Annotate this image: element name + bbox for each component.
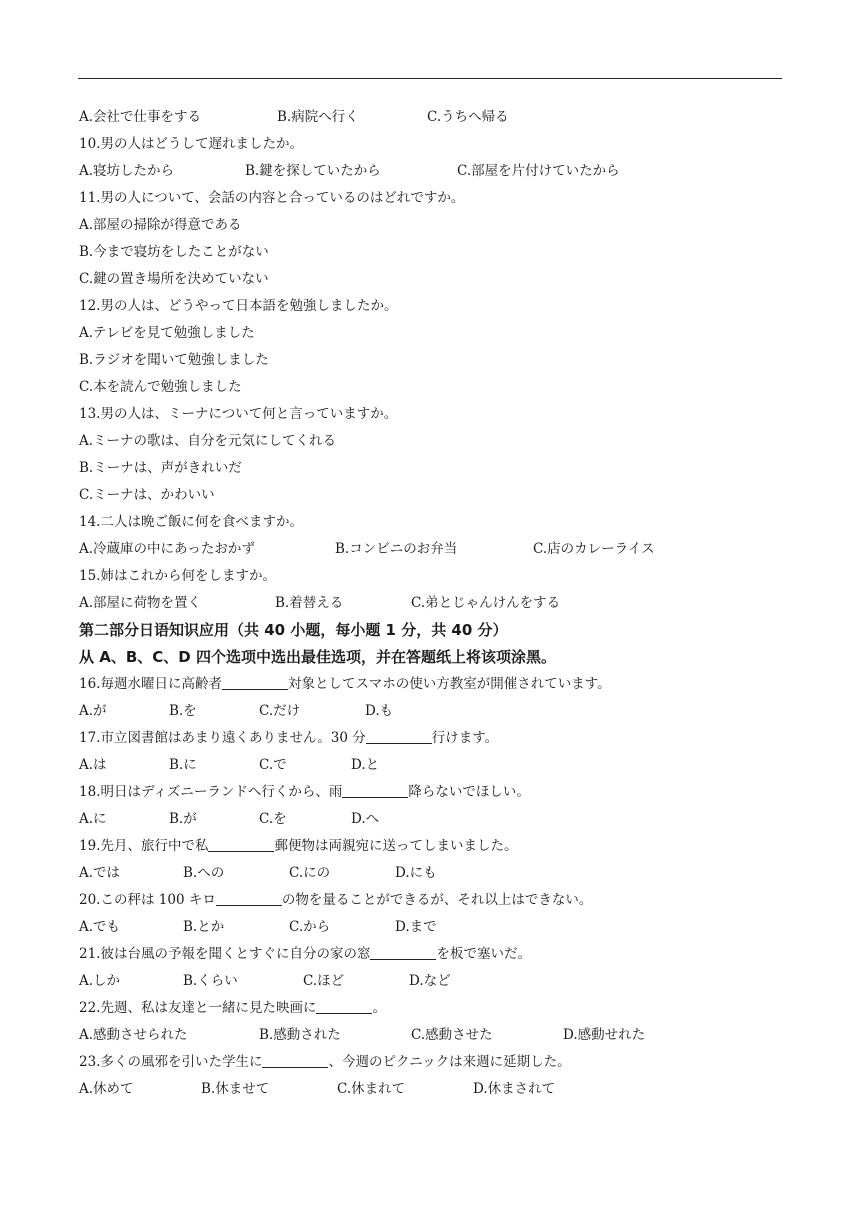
q20-option-b: B.とか <box>183 919 225 935</box>
q20-blank <box>216 890 282 906</box>
q19-option-d: D.にも <box>395 865 437 881</box>
q16-option-b: B.を <box>169 703 197 719</box>
q14-question: 14.二人は晩ご飯に何を食べますか。 <box>79 514 303 530</box>
q19-question <box>79 833 779 860</box>
q12-option-a: A.テレビを見て勉強しました <box>79 325 255 341</box>
q18-options <box>79 806 779 833</box>
q17-option-c: C.で <box>259 757 287 773</box>
q16-options <box>79 698 779 725</box>
q23-question <box>79 1049 779 1076</box>
section2-title: 第二部分日语知识应用（共 40 小题，每小题 1 分，共 40 分） <box>79 621 508 639</box>
q13-option-b: B.ミーナは、声がきれいだ <box>79 460 242 476</box>
q10-option-a: A.寝坊したから <box>79 163 175 179</box>
q18-option-d: D.へ <box>351 811 380 827</box>
q15-option-b: B.着替える <box>275 595 344 611</box>
q12-option-c: C.本を読んで勉強しました <box>79 379 242 395</box>
q15-question: 15.姉はこれから何をしますか。 <box>79 568 276 584</box>
q22-blank <box>316 998 372 1014</box>
q23-option-a: A.休めて <box>79 1081 134 1097</box>
q21-blank <box>370 944 436 960</box>
q19-blank <box>208 836 274 852</box>
q14-option-a: A.冷蔵庫の中にあったおかず <box>79 541 255 557</box>
q11-option-c: C.鍵の置き場所を決めていない <box>79 271 269 287</box>
q19-option-b: B.への <box>183 865 225 881</box>
q16-text-before: 16.毎週水曜日に高齢者 <box>79 676 222 692</box>
q20-question <box>79 887 779 914</box>
q17-option-a: A.は <box>79 757 107 773</box>
q22-question <box>79 995 779 1022</box>
q18-text-before: 18.明日はディズニーランドへ行くから、雨 <box>79 784 343 800</box>
q17-question <box>79 725 779 752</box>
q13-question: 13.男の人は、ミーナについて何と言っていますか。 <box>79 406 398 422</box>
q9-option-c: C.うちへ帰る <box>427 109 509 125</box>
section2-instruction: 从 A、B、C、D 四个选项中选出最佳选项，并在答题纸上将该项涂黑。 <box>79 648 556 666</box>
q16-blank <box>222 674 288 690</box>
q18-option-b: B.が <box>169 811 197 827</box>
q18-option-c: C.を <box>259 811 287 827</box>
header-rule <box>78 78 782 79</box>
q18-question <box>79 779 779 806</box>
q19-options <box>79 860 779 887</box>
q21-option-a: A.しか <box>79 973 121 989</box>
q23-text-after: 、今週のピクニックは来週に延期した。 <box>328 1054 571 1070</box>
q19-option-a: A.では <box>79 865 121 881</box>
q21-option-c: C.ほど <box>303 973 345 989</box>
q23-options <box>79 1076 779 1103</box>
q20-option-a: A.でも <box>79 919 121 935</box>
q20-option-d: D.まで <box>395 919 437 935</box>
q23-text-before: 23.多くの風邪を引いた学生に <box>79 1054 263 1070</box>
q16-option-a: A.が <box>79 703 107 719</box>
q22-option-c: C.感動させた <box>411 1027 493 1043</box>
q22-options <box>79 1022 779 1049</box>
q11-option-b: B.今まで寝坊をしたことがない <box>79 244 269 260</box>
q9-option-b: B.病院へ行く <box>277 109 359 125</box>
q10-option-c: C.部屋を片付けていたから <box>457 163 620 179</box>
q22-option-b: B.感動された <box>259 1027 341 1043</box>
q16-question <box>79 671 779 698</box>
q17-blank <box>366 728 432 744</box>
q11-option-a: A.部屋の掃除が得意である <box>79 217 242 233</box>
q10-options <box>79 158 779 185</box>
q21-question <box>79 941 779 968</box>
q17-text-after: 行けます。 <box>431 730 499 746</box>
q13-option-c: C.ミーナは、かわいい <box>79 487 215 503</box>
q17-option-d: D.と <box>351 757 380 773</box>
q12-question: 12.男の人は、どうやって日本語を勉強しましたか。 <box>79 298 398 314</box>
q23-option-b: B.休ませて <box>201 1081 270 1097</box>
q16-text-after: 対象としてスマホの使い方教室が開催されています。 <box>287 676 611 692</box>
q16-option-c: C.だけ <box>259 703 301 719</box>
q20-option-c: C.から <box>289 919 331 935</box>
q20-options <box>79 914 779 941</box>
exam-content <box>79 104 779 1103</box>
q15-option-c: C.弟とじゃんけんをする <box>411 595 561 611</box>
q14-option-b: B.コンビニのお弁当 <box>335 541 458 557</box>
q20-text-before: 20.この秤は 100 キロ <box>79 892 216 908</box>
q21-text-before: 21.彼は台風の予報を聞くとすぐに自分の家の窓 <box>79 946 371 962</box>
q18-text-after: 降らないでほしい。 <box>408 784 530 800</box>
q19-option-c: C.にの <box>289 865 331 881</box>
q16-option-d: D.も <box>365 703 394 719</box>
q21-option-b: B.くらい <box>183 973 238 989</box>
q22-option-a: A.感動させられた <box>79 1027 188 1043</box>
q23-option-d: D.休まされて <box>473 1081 556 1097</box>
q17-text-before: 17.市立図書館はあまり遠くありません。30 分 <box>79 730 366 746</box>
q21-options <box>79 968 779 995</box>
q23-option-c: C.休まれて <box>337 1081 406 1097</box>
q19-text-before: 19.先月、旅行中で私 <box>79 838 209 854</box>
q22-text-after: 。 <box>372 1000 386 1016</box>
q13-option-a: A.ミーナの歌は、自分を元気にしてくれる <box>79 433 337 449</box>
q22-text-before: 22.先週、私は友達と一緒に見た映画に <box>79 1000 317 1016</box>
q22-option-d: D.感動せれた <box>563 1027 646 1043</box>
q17-option-b: B.に <box>169 757 197 773</box>
q15-options <box>79 590 779 617</box>
q23-blank <box>262 1052 328 1068</box>
q10-option-b: B.鍵を探していたから <box>245 163 381 179</box>
q14-option-c: C.店のカレーライス <box>533 541 655 557</box>
q9-options <box>79 104 779 131</box>
q21-text-after: を板で塞いだ。 <box>436 946 531 962</box>
q18-blank <box>342 782 408 798</box>
q19-text-after: 郵便物は両親宛に送ってしまいました。 <box>274 838 518 854</box>
q15-option-a: A.部屋に荷物を置く <box>79 595 202 611</box>
q12-option-b: B.ラジオを聞いて勉強しました <box>79 352 269 368</box>
q14-options <box>79 536 779 563</box>
q21-option-d: D.など <box>409 973 451 989</box>
q20-text-after: の物を量ることができるが、それ以上はできない。 <box>281 892 593 908</box>
q17-options <box>79 752 779 779</box>
q10-question: 10.男の人はどうして遅れましたか。 <box>79 136 303 152</box>
q9-option-a: A.会社で仕事をする <box>79 109 202 125</box>
q11-question: 11.男の人について、会話の内容と合っているのはどれですか。 <box>79 190 465 206</box>
q18-option-a: A.に <box>79 811 107 827</box>
